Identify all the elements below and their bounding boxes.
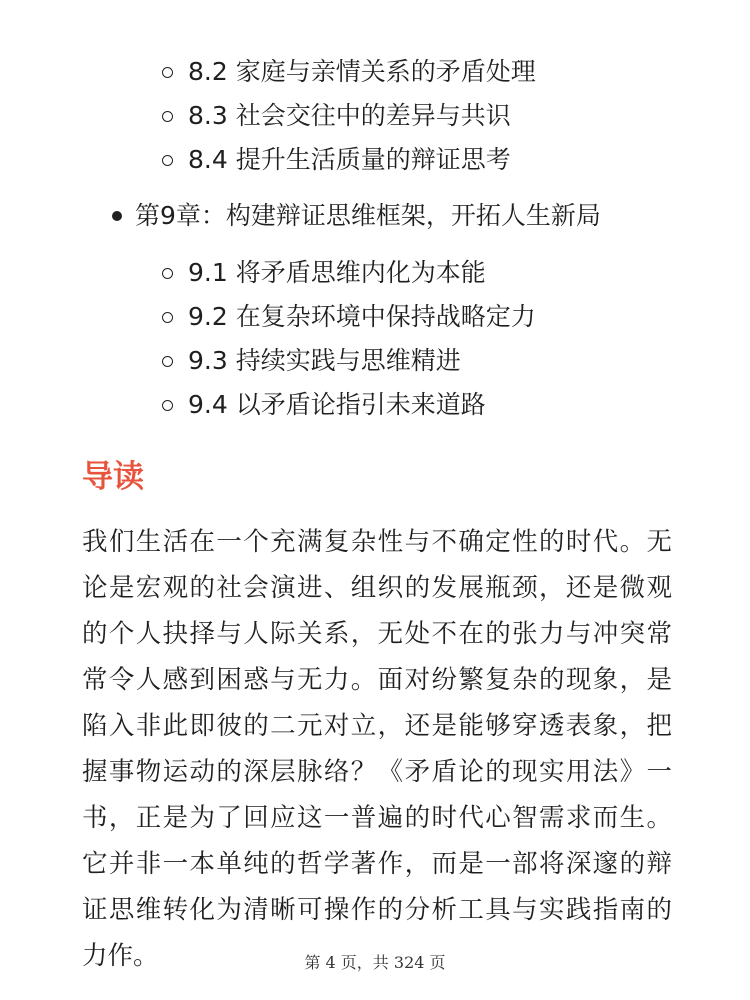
paragraph-line: 陷入非此即彼的二元对立，还是能够穿透表象，把 [82, 711, 672, 741]
paragraph-line: 我们生活在一个充满复杂性与不确定性的时代。无 [82, 527, 672, 557]
toc-item-8-4[interactable] [162, 142, 511, 178]
hollow-bullet-icon [162, 155, 173, 166]
toc-chapter-9[interactable] [112, 198, 601, 234]
paragraph-line: 证思维转化为清晰可操作的分析工具与实践指南的 [82, 895, 672, 925]
toc-item-label: 9.4 以矛盾论指引未来道路 [188, 390, 486, 419]
hollow-bullet-icon [162, 268, 173, 279]
paragraph-line: 它并非一本单纯的哲学著作，而是一部将深邃的辩 [82, 849, 672, 879]
toc-item-9-4[interactable] [162, 387, 486, 423]
toc-item-label: 8.4 提升生活质量的辩证思考 [188, 145, 511, 174]
hollow-bullet-icon [162, 312, 173, 323]
toc-chapter-label: 第9章：构建辩证思维框架，开拓人生新局 [135, 201, 601, 230]
toc-item-label: 9.2 在复杂环境中保持战略定力 [188, 302, 536, 331]
toc-item-9-2[interactable] [162, 299, 536, 335]
toc-item-9-1[interactable] [162, 255, 486, 291]
toc-item-8-2[interactable] [162, 54, 536, 90]
hollow-bullet-icon [162, 67, 173, 78]
hollow-bullet-icon [162, 111, 173, 122]
paragraph-line: 常令人感到困惑与无力。面对纷繁复杂的现象，是 [82, 665, 672, 695]
toc-item-8-3[interactable] [162, 98, 511, 134]
solid-bullet-icon [112, 211, 122, 221]
body-paragraph [82, 519, 672, 979]
hollow-bullet-icon [162, 400, 173, 411]
paragraph-line: 力作。 [82, 941, 159, 971]
paragraph-line: 的个人抉择与人际关系，无处不在的张力与冲突常 [82, 619, 672, 649]
page-number-footer: 第 4 页，共 324 页 [304, 953, 446, 972]
paragraph-line: 握事物运动的深层脉络？《矛盾论的现实用法》一 [82, 757, 672, 787]
toc-item-9-3[interactable] [162, 343, 461, 379]
section-heading: 导读 [82, 459, 144, 495]
toc-item-label: 8.3 社会交往中的差异与共识 [188, 101, 511, 130]
toc-item-label: 9.1 将矛盾思维内化为本能 [188, 258, 486, 287]
toc-item-label: 8.2 家庭与亲情关系的矛盾处理 [188, 57, 536, 86]
paragraph-line: 论是宏观的社会演进、组织的发展瓶颈，还是微观 [82, 573, 672, 603]
toc-item-label: 9.3 持续实践与思维精进 [188, 346, 461, 375]
hollow-bullet-icon [162, 356, 173, 367]
paragraph-line: 书，正是为了回应这一普遍的时代心智需求而生。 [82, 803, 672, 833]
